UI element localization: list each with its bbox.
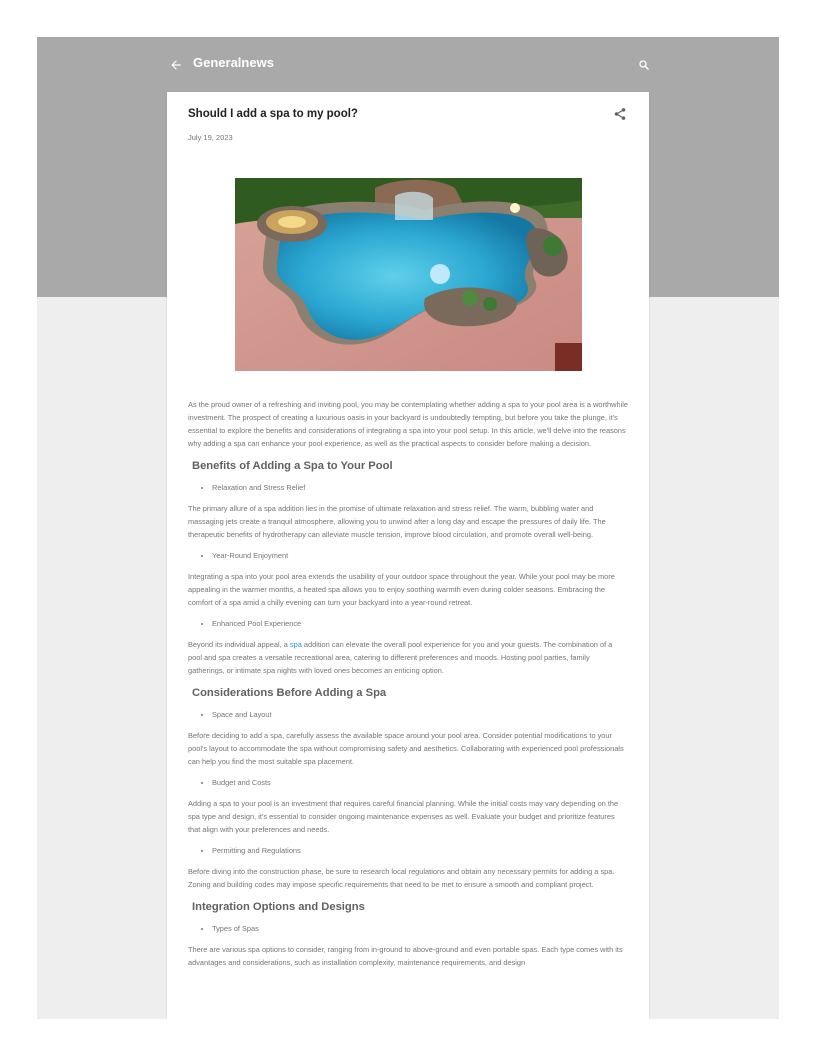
- bullet-list: [188, 922, 628, 935]
- list-item: • Types of Spas: [212, 922, 628, 935]
- bullet-list: [188, 549, 628, 562]
- list-item: • Relaxation and Stress Relief: [212, 481, 628, 494]
- section-heading-integration: Integration Options and Designs: [192, 901, 365, 913]
- bullet-list: [188, 481, 628, 494]
- paragraph: Before deciding to add a spa, carefully assess the available space around your pool area. Consider potential modifications to your pool's layout to accommodate the spa without compromising safety and aesthetics. Collaborating with experienced pool professionals can help you find the most suitable spa placement.: [188, 731, 624, 766]
- paragraph: There are various spa options to consider, ranging from in-ground to above-ground and even portable spas. Each type comes with its advantages and considerations, such as installation complexity, maintenance requirements, and design: [188, 945, 623, 967]
- back-arrow-icon[interactable]: [165, 54, 187, 76]
- section-heading-considerations: Considerations Before Adding a Spa: [192, 687, 387, 699]
- intro-paragraph: As the proud owner of a refreshing and inviting pool, you may be contemplating whether adding a spa to your pool area is a worthwhile investment. The prospect of creating a luxurious oasis in your backyard is undoubtedly tempting, but before you take the plunge, it's essential to explore the benefits and considerations of integrating a spa into your pool setup. In this article, we'll delve into the reasons why adding a spa can enhance your pool experience, as well as the practical aspects to consider before making a decision.: [188, 400, 629, 448]
- list-item: • Permitting and Regulations: [212, 844, 628, 857]
- share-icon[interactable]: [613, 107, 631, 125]
- page-frame: [37, 37, 779, 1019]
- bullet-list: [188, 844, 628, 857]
- top-bar: [37, 37, 779, 92]
- text-span: Beyond its individual appeal, a: [188, 640, 290, 649]
- post-card: [167, 92, 649, 1019]
- pool-spa-image: [235, 178, 582, 371]
- bullet-list: [188, 617, 628, 630]
- blog-title[interactable]: Generalnews: [193, 55, 274, 70]
- list-item: • Budget and Costs: [212, 776, 628, 789]
- post-date: July 19, 2023: [188, 133, 233, 142]
- paragraph: Before diving into the construction phase, be sure to research local regulations and obtain any necessary permits for adding a spa. Zoning and building codes may impose specific requirements that need to be met to ensure a smooth and compliant project.: [188, 867, 615, 889]
- paragraph: [188, 638, 628, 677]
- list-item: • Space and Layout: [212, 708, 628, 721]
- paragraph: Adding a spa to your pool is an investment that requires careful financial planning. While the initial costs may vary depending on the spa type and design, it's essential to consider ongoing maintenance expenses as well. Evaluate your budget and prioritize features that align with your preferences and needs.: [188, 799, 619, 834]
- list-item: • Year-Round Enjoyment: [212, 549, 628, 562]
- post-body: [188, 398, 628, 977]
- paragraph: Integrating a spa into your pool area extends the usability of your outdoor space throughout the year. While your pool may be more appealing in the warmer months, a heated spa allows you to enjoy soothing warmth even during colder seasons. Embracing the comfort of a spa amid a chilly evening can turn your backyard into a year-round retreat.: [188, 572, 615, 607]
- bullet-list: [188, 776, 628, 789]
- section-heading-benefits: Benefits of Adding a Spa to Your Pool: [192, 460, 393, 472]
- post-title: Should I add a spa to my pool?: [188, 108, 358, 120]
- bullet-list: [188, 708, 628, 721]
- spa-link[interactable]: spa: [289, 640, 302, 649]
- search-icon[interactable]: [633, 54, 655, 76]
- text-span: addition can elevate the overall pool experience for you and your guests. The combination of a pool and spa creates a versatile recreational area, catering to different preferences and moods. Hosting pool parties, family gatherings, or intimate spa nights with loved ones becomes an enticing option.: [188, 640, 613, 675]
- list-item: • Enhanced Pool Experience: [212, 617, 628, 630]
- paragraph: The primary allure of a spa addition lies in the promise of ultimate relaxation and stress relief. The warm, bubbling water and massaging jets create a tranquil atmosphere, allowing you to unwind after a long day and escape the pressures of daily life. The therapeutic benefits of hydrotherapy can alleviate muscle tension, improve blood circulation, and promote overall well-being.: [188, 504, 606, 539]
